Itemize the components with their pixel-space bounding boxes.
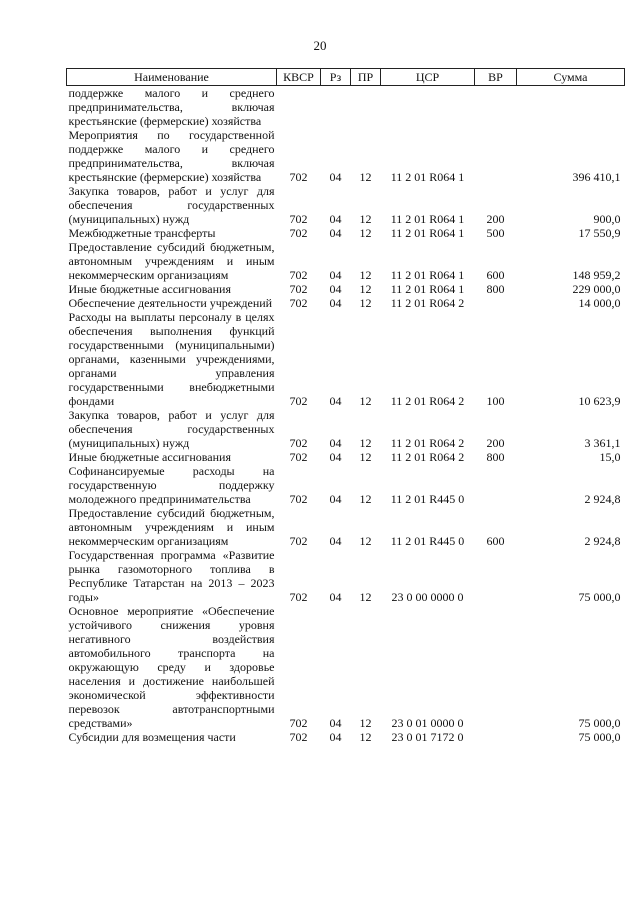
cell-sum: 148 959,2 — [572, 268, 621, 282]
cell-vr: 200 — [486, 212, 505, 226]
cell-kvsr: 702 — [289, 716, 308, 730]
cell-name: Субсидии для возмещения части — [68, 730, 236, 744]
cell-pr: 12 — [359, 268, 372, 282]
cell-sum — [517, 86, 625, 129]
cell-rz: 04 — [329, 436, 342, 450]
cell-rz: 04 — [329, 394, 342, 408]
cell-name: Софинансируемые расходы на государственную поддержку молодежного предпринимательства — [68, 464, 275, 506]
cell-vr — [475, 604, 517, 730]
cell-kvsr: 702 — [289, 450, 308, 464]
cell-vr: 600 — [486, 268, 505, 282]
table-row — [67, 408, 625, 450]
cell-sum: 229 000,0 — [572, 282, 621, 296]
table-row — [67, 226, 625, 240]
header-csr: ЦСР — [381, 69, 475, 86]
cell-csr: 23 0 01 7172 0 — [391, 730, 464, 744]
table-row — [67, 240, 625, 282]
cell-vr — [475, 296, 517, 310]
cell-vr: 200 — [486, 436, 505, 450]
header-rz: Рз — [321, 69, 351, 86]
cell-sum: 3 361,1 — [584, 436, 621, 450]
cell-vr — [475, 548, 517, 604]
cell-name: Закупка товаров, работ и услуг для обеспечения государственных (муниципальных) нужд — [68, 184, 275, 226]
cell-pr: 12 — [359, 170, 372, 184]
cell-vr: 800 — [486, 282, 505, 296]
cell-name: Основное мероприятие «Обеспечение устойчивого снижения уровня негативного воздействия автомобильного транспорта на окружающую среду и здоровье населения и достижение наибольшей экономической эффективности перевозок автотранспортными средствами» — [68, 604, 275, 730]
cell-csr: 23 0 00 0000 0 — [391, 590, 464, 604]
cell-kvsr: 702 — [289, 282, 308, 296]
cell-pr: 12 — [359, 492, 372, 506]
cell-name: Предоставление субсидий бюджетным, автономным учреждениям и иным некоммерческим организациям — [68, 240, 275, 282]
cell-rz: 04 — [329, 492, 342, 506]
cell-csr: 11 2 01 R064 1 — [390, 212, 465, 226]
cell-sum: 75 000,0 — [578, 716, 621, 730]
cell-kvsr: 702 — [289, 212, 308, 226]
cell-sum: 15,0 — [599, 450, 621, 464]
cell-kvsr: 702 — [289, 296, 308, 310]
cell-pr: 12 — [359, 730, 372, 744]
cell-csr: 11 2 01 R064 1 — [390, 282, 465, 296]
table-row — [67, 296, 625, 310]
cell-csr: 11 2 01 R445 0 — [390, 492, 465, 506]
cell-sum: 10 623,9 — [578, 394, 621, 408]
cell-sum: 2 924,8 — [584, 492, 621, 506]
header-name: Наименование — [67, 69, 277, 86]
cell-vr: 800 — [486, 450, 505, 464]
table-row — [67, 86, 625, 129]
cell-name: Государственная программа «Развитие рынка газомоторного топлива в Республике Татарстан на 2013 – 2023 годы» — [68, 548, 275, 604]
cell-sum: 75 000,0 — [578, 730, 621, 744]
cell-csr: 11 2 01 R445 0 — [390, 534, 465, 548]
budget-table — [66, 68, 625, 744]
cell-name: Закупка товаров, работ и услуг для обеспечения государственных (муниципальных) нужд — [68, 408, 275, 450]
header-row — [67, 69, 625, 86]
cell-kvsr: 702 — [289, 170, 308, 184]
cell-name: Мероприятия по государственной поддержке малого и среднего предпринимательства, включая крестьянские (фермерские) хозяйства — [68, 128, 275, 184]
cell-name: Иные бюджетные ассигнования — [68, 282, 231, 296]
cell-name: Иные бюджетные ассигнования — [68, 450, 231, 464]
cell-vr — [475, 730, 517, 744]
cell-vr: 100 — [486, 394, 505, 408]
cell-rz: 04 — [329, 534, 342, 548]
cell-kvsr — [277, 86, 321, 129]
cell-rz: 04 — [329, 212, 342, 226]
cell-csr: 11 2 01 R064 2 — [390, 436, 465, 450]
cell-csr: 11 2 01 R064 1 — [390, 226, 465, 240]
cell-pr: 12 — [359, 212, 372, 226]
cell-csr: 11 2 01 R064 2 — [390, 394, 465, 408]
cell-rz: 04 — [329, 590, 342, 604]
cell-rz: 04 — [329, 282, 342, 296]
cell-pr: 12 — [359, 282, 372, 296]
table-row — [67, 184, 625, 226]
cell-csr: 11 2 01 R064 1 — [390, 170, 465, 184]
header-sum: Сумма — [517, 69, 625, 86]
cell-kvsr: 702 — [289, 268, 308, 282]
cell-csr: 23 0 01 0000 0 — [391, 716, 464, 730]
cell-vr: 600 — [486, 534, 505, 548]
cell-kvsr: 702 — [289, 226, 308, 240]
cell-name: Расходы на выплаты персоналу в целях обеспечения выполнения функций государственными (муниципальными) органами, казенными учреждениями, органами управления государственными внебюджетными фондами — [68, 310, 275, 408]
cell-name: Межбюджетные трансферты — [68, 226, 216, 240]
cell-csr: 11 2 01 R064 2 — [390, 450, 465, 464]
table-row — [67, 506, 625, 548]
cell-csr — [381, 86, 475, 129]
cell-vr — [475, 464, 517, 506]
cell-pr — [351, 86, 381, 129]
cell-pr: 12 — [359, 296, 372, 310]
cell-rz: 04 — [329, 226, 342, 240]
cell-name: поддержке малого и среднего предпринимательства, включая крестьянские (фермерские) хозяйства — [68, 86, 275, 128]
cell-kvsr: 702 — [289, 394, 308, 408]
table-row — [67, 282, 625, 296]
cell-vr — [475, 128, 517, 184]
cell-sum: 2 924,8 — [584, 534, 621, 548]
table-row — [67, 548, 625, 604]
table-row — [67, 128, 625, 184]
cell-pr: 12 — [359, 394, 372, 408]
cell-sum: 900,0 — [593, 212, 621, 226]
table-row — [67, 450, 625, 464]
cell-rz: 04 — [329, 450, 342, 464]
cell-pr: 12 — [359, 450, 372, 464]
cell-vr — [475, 86, 517, 129]
cell-name: Обеспечение деятельности учреждений — [68, 296, 273, 310]
cell-pr: 12 — [359, 226, 372, 240]
table-row — [67, 604, 625, 730]
header-vr: ВР — [475, 69, 517, 86]
table-header — [67, 69, 625, 86]
cell-kvsr: 702 — [289, 436, 308, 450]
cell-rz: 04 — [329, 170, 342, 184]
table-row — [67, 730, 625, 744]
cell-vr: 500 — [486, 226, 505, 240]
cell-pr: 12 — [359, 436, 372, 450]
cell-kvsr: 702 — [289, 534, 308, 548]
cell-name: Предоставление субсидий бюджетным, автономным учреждениям и иным некоммерческим организациям — [68, 506, 275, 548]
page-number: 20 — [313, 38, 327, 53]
cell-sum: 17 550,9 — [578, 226, 621, 240]
cell-rz: 04 — [329, 730, 342, 744]
cell-sum: 14 000,0 — [578, 296, 621, 310]
cell-csr: 11 2 01 R064 2 — [390, 296, 465, 310]
cell-csr: 11 2 01 R064 1 — [390, 268, 465, 282]
table-body — [67, 86, 625, 745]
cell-pr: 12 — [359, 590, 372, 604]
table-row — [67, 464, 625, 506]
cell-rz: 04 — [329, 268, 342, 282]
header-pr: ПР — [351, 69, 381, 86]
cell-kvsr: 702 — [289, 492, 308, 506]
cell-kvsr: 702 — [289, 730, 308, 744]
table-row — [67, 310, 625, 408]
cell-sum: 396 410,1 — [572, 170, 621, 184]
cell-rz: 04 — [329, 296, 342, 310]
header-kvsr: КВСР — [277, 69, 321, 86]
cell-sum: 75 000,0 — [578, 590, 621, 604]
cell-rz: 04 — [329, 716, 342, 730]
cell-kvsr: 702 — [289, 590, 308, 604]
cell-rz — [321, 86, 351, 129]
cell-pr: 12 — [359, 716, 372, 730]
cell-pr: 12 — [359, 534, 372, 548]
